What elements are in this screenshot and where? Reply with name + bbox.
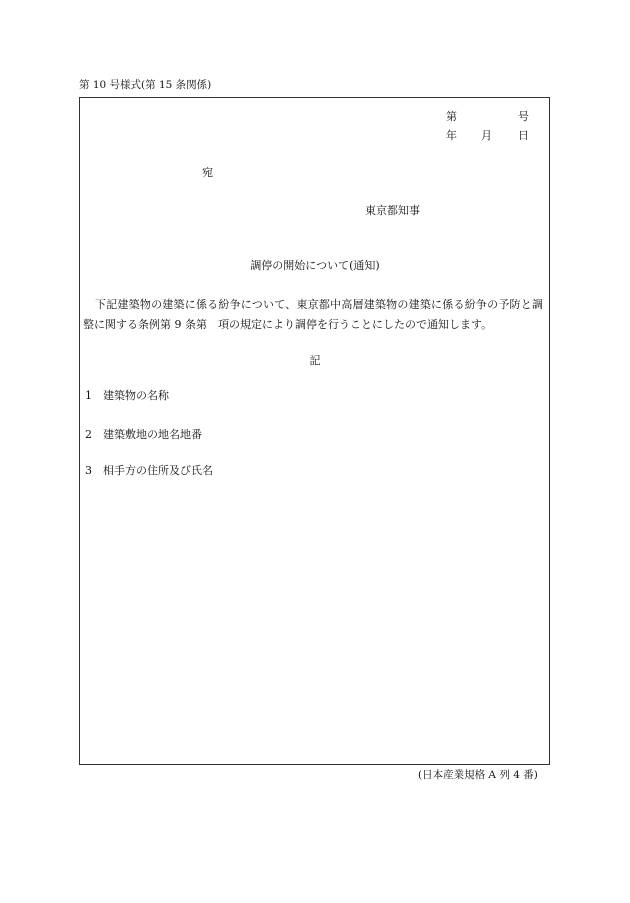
addressee-suffix: 宛 <box>202 166 213 179</box>
date-day-label: 日 <box>518 129 529 142</box>
document-number-prefix: 第 <box>446 110 457 123</box>
item-label-counterparty: 相手方の住所及び氏名 <box>103 464 213 477</box>
ki-heading: 記 <box>309 354 321 367</box>
date-month-label: 月 <box>481 129 492 142</box>
item-number: 3 <box>85 464 92 477</box>
item-number: 1 <box>85 389 92 402</box>
form-number-label: 第 10 号様式(第 15 条関係) <box>79 79 212 91</box>
item-label-site-address: 建築敷地の地名地番 <box>103 428 202 441</box>
date-year-label: 年 <box>446 129 457 142</box>
item-number: 2 <box>85 428 92 441</box>
document-number-suffix: 号 <box>518 110 529 123</box>
notice-title: 調停の開始について(通知) <box>250 259 380 272</box>
item-label-building-name: 建築物の名称 <box>103 389 169 402</box>
sender-name: 東京都知事 <box>365 204 420 217</box>
notice-body: 下記建築物の建築に係る紛争について、東京都中高層建築物の建築に係る紛争の予防と調整に関する条例第 9 条第 項の規定により調停を行うことにしたので通知します。 <box>83 298 543 331</box>
paper-size-note: (日本産業規格 A 列 4 番) <box>418 769 538 781</box>
